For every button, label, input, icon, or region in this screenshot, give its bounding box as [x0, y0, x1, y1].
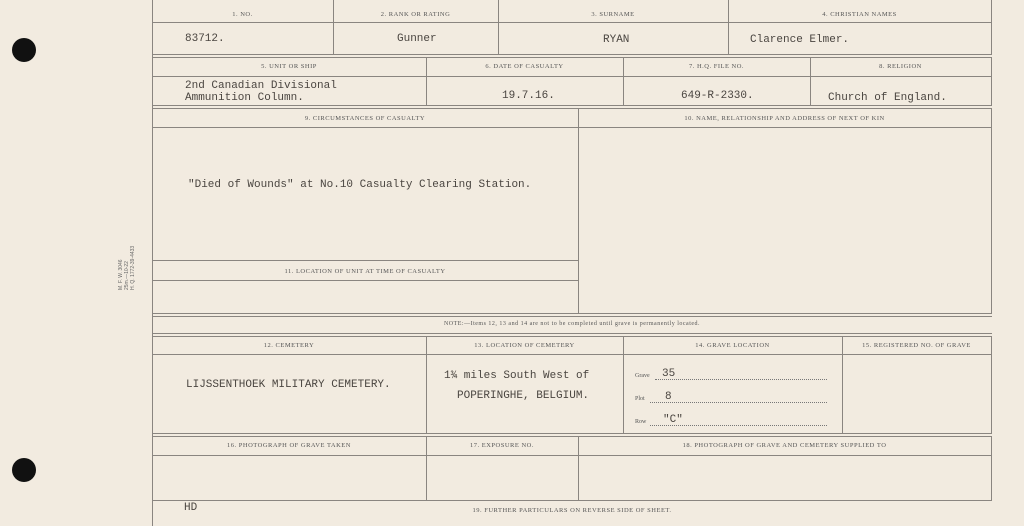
value-unit-line2: Ammunition Column. [185, 92, 304, 104]
punch-hole [12, 38, 36, 62]
header-registered-no: 15. REGISTERED NO. OF GRAVE [862, 342, 971, 349]
note-text: NOTE:—Items 12, 13 and 14 are not to be completed until grave is permanently located. [443, 321, 701, 327]
header-grave-location: 14. GRAVE LOCATION [695, 342, 770, 349]
value-plot: 8 [665, 391, 672, 403]
value-christian-names: Clarence Elmer. [750, 34, 850, 46]
form-reference: M. F. W. 3046 25m.—10-22 H. Q. 1772-39-4433 [118, 245, 136, 290]
header-surname: 3. SURNAME [591, 11, 635, 18]
plot-label: Plot [635, 396, 645, 402]
header-photograph-supplied: 18. PHOTOGRAPH OF GRAVE AND CEMETERY SUPPLIED TO [682, 442, 887, 449]
header-exposure-no: 17. EXPOSURE NO. [470, 442, 534, 449]
header-circumstances: 9. CIRCUMSTANCES OF CASUALTY [304, 115, 426, 122]
header-location-of-cemetery: 13. LOCATION OF CEMETERY [474, 342, 575, 349]
value-hq-file: 649-R-2330. [681, 90, 754, 102]
row-label: Row [635, 419, 647, 425]
value-row: "C" [663, 414, 683, 426]
value-cemetery: LIJSSENTHOEK MILITARY CEMETERY. [186, 379, 391, 391]
grave-label: Grave [635, 373, 650, 379]
value-grave: 35 [662, 368, 676, 380]
value-location-line1: 1¾ miles South West of [444, 370, 590, 382]
header-unit: 5. UNIT OR SHIP [261, 63, 317, 70]
value-date: 19.7.16. [502, 90, 555, 102]
value-surname: RYAN [603, 34, 630, 46]
header-christian-names: 4. CHRISTIAN NAMES [822, 11, 897, 18]
header-hq-file: 7. H.Q. FILE NO. [688, 63, 745, 70]
header-cemetery: 12. CEMETERY [263, 342, 315, 349]
header-no: 1. NO. [232, 11, 253, 18]
header-next-of-kin: 10. NAME, RELATIONSHIP AND ADDRESS OF NEXT OF KIN [684, 115, 885, 122]
header-location-of-unit: 11. LOCATION OF UNIT AT TIME OF CASUALTY [284, 268, 446, 275]
value-circumstances: "Died of Wounds" at No.10 Casualty Clearing Station. [188, 179, 532, 191]
value-unit-line1: 2nd Canadian Divisional [185, 80, 337, 92]
value-location-line2: POPERINGHE, BELGIUM. [457, 390, 590, 402]
header-photograph-taken: 16. PHOTOGRAPH OF GRAVE TAKEN [227, 442, 351, 449]
header-religion: 8. RELIGION [879, 63, 922, 70]
footer-further-particulars: 19. FURTHER PARTICULARS ON REVERSE SIDE OF SHEET. [472, 507, 672, 514]
punch-hole [12, 458, 36, 482]
header-date: 6. DATE OF CASUALTY [485, 63, 564, 70]
value-initials: HD [184, 502, 198, 514]
value-religion: Church of England. [828, 92, 947, 104]
header-rank: 2. RANK OR RATING [380, 11, 451, 18]
value-rank: Gunner [397, 33, 437, 45]
value-no: 83712. [185, 33, 225, 45]
